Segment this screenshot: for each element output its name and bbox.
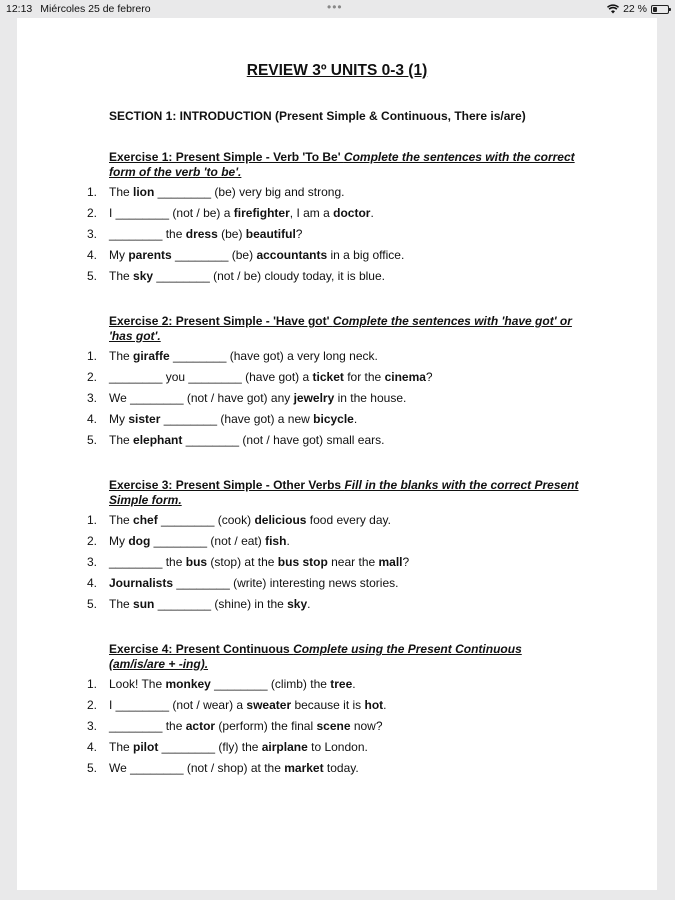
exercise-instruction: Complete the sentences with the correct form of the verb 'to be'. — [109, 150, 575, 179]
item-sentence: The elephant ________ (not / have got) small ears. — [109, 433, 385, 447]
item-number: 4. — [86, 412, 97, 426]
exercise-instruction: Fill in the blanks with the correct Present Simple form. — [109, 478, 579, 507]
item-number: 3. — [86, 555, 97, 569]
section-title: SECTION 1: INTRODUCTION (Present Simple & Continuous, There is/are) — [109, 109, 526, 123]
status-time: 12:13 — [6, 3, 33, 15]
document-page — [17, 18, 657, 890]
multitasking-dots-icon[interactable]: ••• — [327, 0, 343, 14]
item-sentence: The pilot ________ (fly) the airplane to London. — [109, 740, 368, 754]
item-number: 5. — [86, 433, 97, 447]
item-sentence: ________ the dress (be) beautiful? — [109, 227, 303, 241]
exercise-instruction: Complete the sentences with 'have got' or 'has got'. — [109, 314, 572, 343]
item-sentence: We ________ (not / shop) at the market today. — [109, 761, 359, 775]
exercise-title: Exercise 2: Present Simple - 'Have got' — [109, 314, 333, 328]
item-sentence: The chef ________ (cook) delicious food every day. — [109, 513, 391, 527]
item-number: 5. — [86, 597, 97, 611]
wifi-icon — [607, 4, 619, 14]
item-number: 4. — [86, 248, 97, 262]
item-number: 4. — [86, 576, 97, 590]
item-number: 3. — [86, 719, 97, 733]
item-number: 3. — [86, 391, 97, 405]
item-sentence: The sun ________ (shine) in the sky. — [109, 597, 311, 611]
item-sentence: ________ the bus (stop) at the bus stop near the mall? — [109, 555, 410, 569]
item-number: 4. — [86, 740, 97, 754]
exercise-heading — [109, 150, 579, 180]
item-sentence: The giraffe ________ (have got) a very long neck. — [109, 349, 378, 363]
item-number: 2. — [86, 698, 97, 712]
item-number: 3. — [86, 227, 97, 241]
item-sentence: My sister ________ (have got) a new bicycle. — [109, 412, 358, 426]
exercise-title: Exercise 4: Present Continuous — [109, 642, 294, 656]
exercise-title: Exercise 3: Present Simple - Other Verbs — [109, 478, 345, 492]
item-sentence: ________ you ________ (have got) a ticket for the cinema? — [109, 370, 433, 384]
item-number: 1. — [86, 349, 97, 363]
exercise-heading — [109, 642, 579, 672]
item-sentence: I ________ (not / wear) a sweater because it is hot. — [109, 698, 387, 712]
item-number: 1. — [86, 677, 97, 691]
item-number: 2. — [86, 206, 97, 220]
item-number: 1. — [86, 513, 97, 527]
item-number: 5. — [86, 269, 97, 283]
item-number: 5. — [86, 761, 97, 775]
item-sentence: My parents ________ (be) accountants in a big office. — [109, 248, 405, 262]
exercise-heading — [109, 478, 579, 508]
item-sentence: Look! The monkey ________ (climb) the tree. — [109, 677, 356, 691]
item-sentence: The sky ________ (not / be) cloudy today, it is blue. — [109, 269, 385, 283]
item-number: 2. — [86, 370, 97, 384]
status-date: Miércoles 25 de febrero — [40, 3, 151, 15]
item-sentence: I ________ (not / be) a firefighter, I am a doctor. — [109, 206, 374, 220]
document-title: REVIEW 3º UNITS 0-3 (1) — [246, 62, 428, 79]
exercise-heading — [109, 314, 579, 344]
exercise-title: Exercise 1: Present Simple - Verb 'To Be' — [109, 150, 344, 164]
item-sentence: Journalists ________ (write) interesting news stories. — [109, 576, 399, 590]
battery-percent: 22 % — [623, 3, 647, 15]
item-number: 2. — [86, 534, 97, 548]
item-sentence: My dog ________ (not / eat) fish. — [109, 534, 290, 548]
battery-icon — [651, 5, 669, 14]
item-sentence: The lion ________ (be) very big and strong. — [109, 185, 345, 199]
status-bar — [0, 0, 675, 18]
battery-fill — [653, 7, 657, 12]
item-sentence: We ________ (not / have got) any jewelry in the house. — [109, 391, 407, 405]
item-number: 1. — [86, 185, 97, 199]
item-sentence: ________ the actor (perform) the final scene now? — [109, 719, 383, 733]
exercise-instruction: Complete using the Present Continuous (am/is/are + -ing). — [109, 642, 522, 671]
